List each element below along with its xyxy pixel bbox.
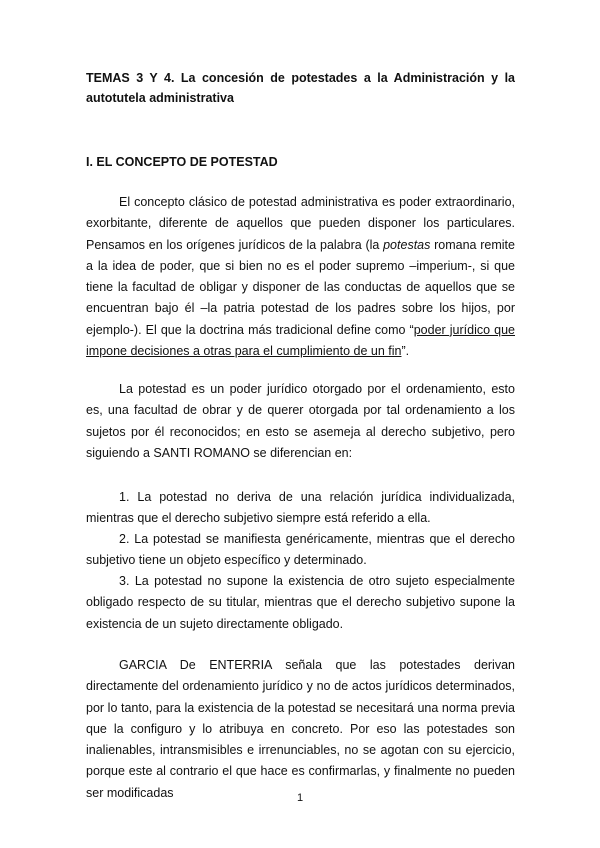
paragraph-1 — [86, 192, 515, 362]
paragraph-1-text-a: El concepto clásico de potestad administrativa es poder extraordinario, exorbitante, diferente de aquellos que pueden disponer los particulares. Pensamos en los orígenes jurídicos de la palabra (la — [86, 195, 515, 252]
list-item-3: 3. La potestad no supone la existencia de otro sujeto especialmente obligado respecto de su titular, mientras que el derecho subjetivo supone la existencia de un sujeto directamente obligado. — [86, 574, 515, 631]
document-title: TEMAS 3 Y 4. La concesión de potestades a la Administración y la autotutela administrativa — [86, 71, 515, 105]
list-item-2: 2. La potestad se manifiesta genéricamente, mientras que el derecho subjetivo tiene un objeto específico y determinado. — [86, 532, 515, 568]
paragraph-3: GARCIA De ENTERRIA señala que las potestades derivan directamente del ordenamiento jurídico y no de actos jurídicos determinados, por lo tanto, para la existencia de la potestad se necesitará una norma previa que la configuro y lo atribuya en concreto. Por eso las potestades son inalienables, intransmisibles e irrenunciables, no se agotan con su ejercicio, porque este al contrario el que hace es confirmarlas, y finalmente no pueden ser modificadas — [86, 658, 515, 800]
section-heading: I. EL CONCEPTO DE POTESTAD — [86, 155, 278, 169]
paragraph-1-italic: potestas — [383, 237, 431, 252]
page-number: 1 — [296, 792, 304, 804]
list-item-1: 1. La potestad no deriva de una relación jurídica individualizada, mientras que el derecho subjetivo siempre está referido a ella. — [86, 490, 515, 526]
paragraph-1-text-c: ”. — [401, 344, 410, 359]
paragraph-1-text-b: romana remite a la idea de poder, que si bien no es el poder supremo –imperium-, si que tiene la facultad de obligar y disponer de las conductas de aquellos que se encuentran bajo él –la patria potestad de los padres sobre los hijos, por ejemplo-). El que la doctrina más tradicional define como “ — [86, 237, 515, 337]
paragraph-2: La potestad es un poder jurídico otorgado por el ordenamiento, esto es, una facultad de obrar y de querer otorgada por tal ordenamiento a los sujetos por él reconocidos; en esto se asemeja al derecho subjetivo, pero siguiendo a SANTI ROMANO se diferencian en: — [86, 382, 515, 460]
paragraph-1-underlined: poder jurídico que impone decisiones a otras para el cumplimiento de un fin — [86, 322, 515, 359]
